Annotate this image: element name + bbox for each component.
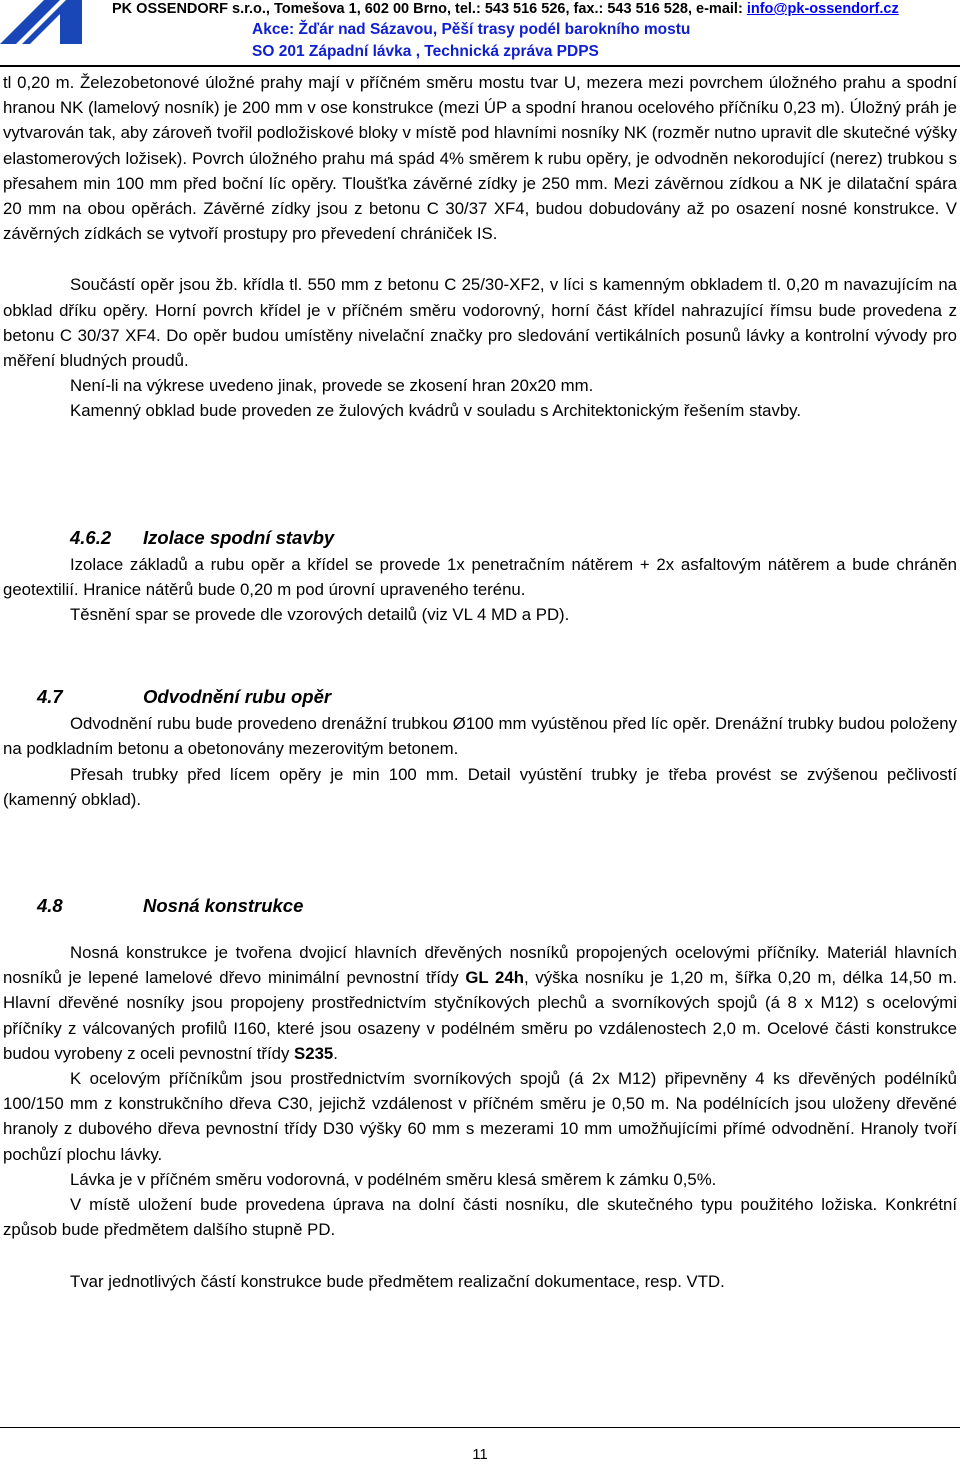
header-divider — [0, 65, 960, 67]
page-number: 11 — [472, 1446, 488, 1463]
section-number: 4.8 — [37, 895, 63, 917]
paragraph-insulation: Izolace základů a rubu opěr a křídel se provede 1x penetračním nátěrem + 2x asfaltovým nátěrem a bude chráněn geotextilií. Hranice nátěrů bude 0,20 m pod úrovní upraveného terénu. — [3, 554, 957, 599]
paragraph-abutment-sills: tl 0,20 m. Železobetonové úložné prahy mají v příčném směru mostu tvar U, mezera mezi povrchem úložného prahu a spodní hranou NK (lamelový nosník) je 200 mm v ose konstrukce (mezi ÚP a spodní hranou ocelového příčníku 0,23 m). Úložný práh je vytvarován tak, aby zároveň tvořil podložiskové bloky v místě pod hlavními nosníky NK (rozměr nutno upravit dle skutečné výšky elastomerových ložisek). Povrch úložného prahu má spád 4% směrem k rubu opěry, je odvodněn nekorodující (nerez) trubkou s přesahem min 100 mm před boční líc opěry. Tloušťka závěrné zídky je 250 mm. Mezi závěrnou zídkou a NK je dilatační spára 20 mm na obou opěrách. Závěrné zídky jsou z betonu C 30/37 XF4, budou dobudovány až po osazení nosné konstrukce. V závěrných zídkách se vytvoří prostupy pro převedení chrániček IS. — [3, 73, 957, 244]
section-title: Odvodnění rubu opěr — [143, 686, 332, 708]
section-number: 4.6.2 — [70, 526, 112, 548]
timber-class: GL 24h — [465, 968, 524, 988]
header-project: Akce: Žďár nad Sázavou, Pěší trasy podél barokního mostu — [252, 21, 691, 38]
header-document: SO 201 Západní lávka , Technická zpráva PDPS — [252, 43, 599, 60]
header-email-link[interactable]: info@pk-ossendorf.cz — [746, 1, 899, 17]
document-body — [3, 70, 957, 1294]
section-heading-superstructure — [3, 892, 957, 920]
paragraph-stringers: K ocelovým příčníkům jsou prostřednictvím svorníkových spojů (á 2x M12) připevněny 4 ks dřevěných podélníků 100/150 mm z konstrukčního dřeva C30, jejichž vzdálenost v příčném směru je 0,50 m. Na podélnících jsou uloženy dřevěné hranoly z dubového dřeva pevnostní třídy D30 výšky 60 mm s mezerami 10 mm umožňujícími přímé odvodnění. Hranoly tvoří pochůzí plochu lávky. — [3, 1069, 957, 1164]
paragraph-drainage: Odvodnění rubu bude provedeno drenážní trubkou Ø100 mm vyústěnou před líc opěr. Drenážní trubky budou položeny na podkladním betonu a obetonovány mezerovitým betonem. — [3, 714, 957, 759]
paragraph-shape-note: Tvar jednotlivých částí konstrukce bude předmětem realizační dokumentace, resp. VTD. — [70, 1271, 725, 1291]
paragraph-chamfer: Není-li na výkrese uvedeno jinak, provede se zkosení hran 20x20 mm. — [70, 376, 594, 396]
paragraph-wings: Součástí opěr jsou žb. křídla tl. 550 mm z betonu C 25/30-XF2, v líci s kamenným obkladem tl. 0,20 m navazujícím na obklad dříku opěry. Horní povrch křídel je v příčném směru vodorovný, horní část křídel nahrazující římsu bude provedena z betonu C 30/37 XF4. Do opěr budou umístěny nivelační značky pro sledování vertikálních posunů lávky a kontrolní vývody pro měření bludných proudů. — [3, 275, 957, 371]
header-company-line — [112, 1, 899, 17]
paragraph-main-girders: Nosná konstrukce je tvořena dvojicí hlavních dřevěných nosníků propojených ocelovými příčníky. Materiál hlavních nosníků je lepené lamelové dřevo minimální pevnostní třídy GL 24h, výška nosníku je 1,20 m, šířka 0,20 m, délka 14,50 m. Hlavní dřevěné nosníky jsou propojeny prostřednictvím styčníkových plechů a svorníkových spojů (á 8 x M12) s ocelovými příčníky z válcovaných profilů I160, které jsou osazeny v podélném směru po vzdálenostech 2,0 m. Ocelové části konstrukce budou vyrobeny z oceli pevnostní třídy S235. — [3, 943, 957, 1063]
header-company: PK OSSENDORF s.r.o., Tomešova 1, 602 00 Brno, tel.: 543 516 526, fax.: 543 516 528, e-mail: — [112, 1, 747, 17]
company-logo-icon — [0, 0, 82, 44]
section-title: Nosná konstrukce — [143, 895, 304, 917]
paragraph-pipe-overhang: Přesah trubky před lícem opěry je min 100 mm. Detail vyústění trubky je třeba provést se zvýšenou pečlivostí (kamenný obklad). — [3, 764, 957, 809]
section-title: Izolace spodní stavby — [143, 526, 335, 548]
paragraph-bearing-adjustment: V místě uložení bude provedena úprava na dolní části nosníku, dle skutečného typu použitého ložiska. Konkrétní způsob bude předmětem dalšího stupně PD. — [3, 1195, 957, 1240]
section-number: 4.7 — [37, 686, 63, 708]
footer-divider — [0, 1427, 960, 1428]
section-heading-insulation — [3, 524, 957, 552]
paragraph-joint-sealing: Těsnění spar se provede dle vzorových detailů (viz VL 4 MD a PD). — [70, 605, 570, 625]
paragraph-slope: Lávka je v příčném směru vodorovná, v podélném směru klesá směrem k zámku 0,5%. — [70, 1169, 717, 1189]
steel-class: S235 — [294, 1043, 334, 1063]
page-header — [0, 0, 960, 66]
paragraph-stone-cladding: Kamenný obklad bude proveden ze žulových kvádrů v souladu s Architektonickým řešením stavby. — [70, 401, 801, 421]
section-heading-drainage — [3, 683, 957, 711]
